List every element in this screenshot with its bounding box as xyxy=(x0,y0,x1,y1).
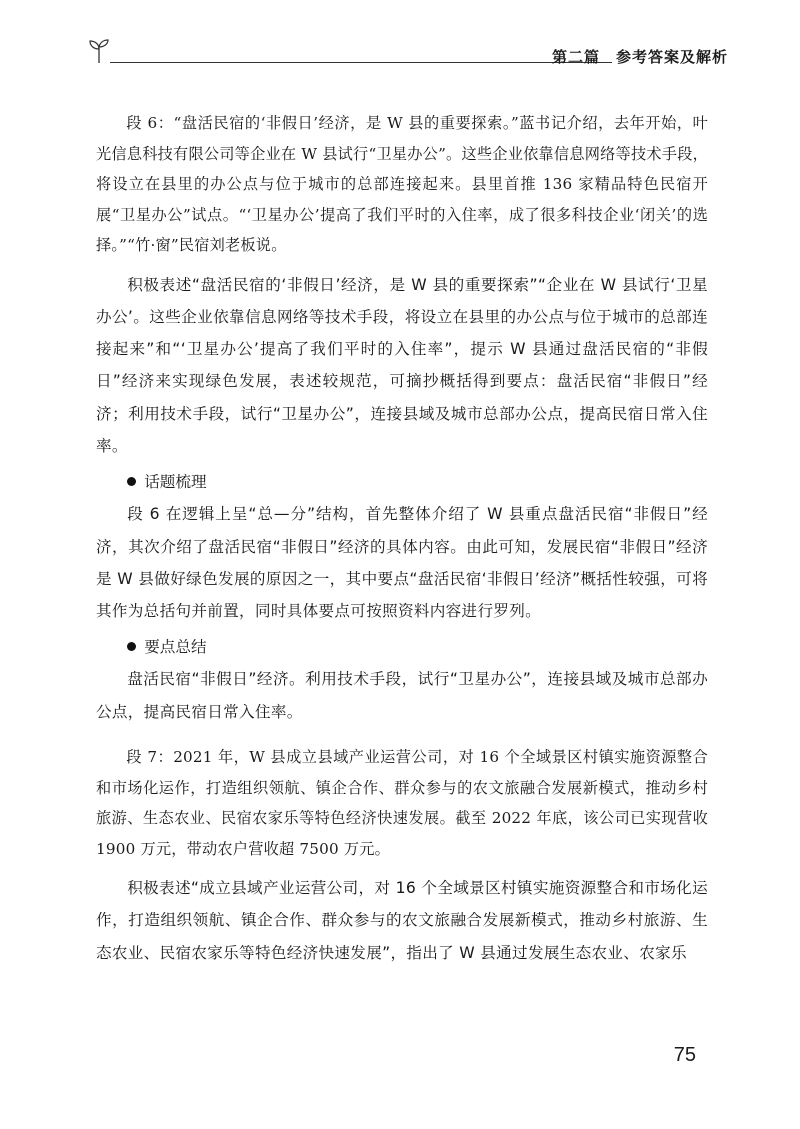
summary-heading-label: 要点总结 xyxy=(144,638,207,657)
sprout-icon xyxy=(88,38,110,64)
summary-paragraph: 盘活民宿“非假日”经济。利用技术手段，试行“卫星办公”，连接县域及城市总部办公点，提高民宿日常入住率。 xyxy=(96,670,708,721)
black-dot-icon xyxy=(127,477,136,486)
source-paragraph-7: 段 7：2021 年，W 县成立县域产业运营公司，对 16 个全域景区村镇实施资源整合和市场化运作，打造组织领航、镇企合作、群众参与的农文旅融合发展新模式，推动乡村旅游、生态农业、民宿农家乐等特色经济快速发展。截至 2022 年底，该公司已实现营收 1900 万元，带动农户营收超 7500 万元。 xyxy=(96,748,708,858)
topic-heading xyxy=(96,466,708,498)
black-dot-icon xyxy=(127,642,136,651)
header-rule xyxy=(110,62,612,63)
page-number: 75 xyxy=(673,1044,696,1066)
topic-paragraph: 段 6 在逻辑上呈“总—分”结构，首先整体介绍了 W 县重点盘活民宿“非假日”经济，其次介绍了盘活民宿“非假日”经济的具体内容。由此可知，发展民宿“非假日”经济是 W 县做好绿色发展的原因之一，其中要点“盘活民宿‘非假日’经济”概括性较强，可将其作为总括句并前置，同时具体要点可按照资料内容进行罗列。 xyxy=(96,505,708,621)
summary-heading xyxy=(96,631,708,663)
analysis-paragraph: 积极表述“盘活民宿的‘非假日’经济，是 W 县的重要探索”“企业在 W 县试行‘卫星办公’。这些企业依靠信息网络等技术手段，将设立在县里的办公点与位于城市的总部连接起来”和“‘卫星办公’提高了我们平时的入住率”，提示 W 县通过盘活民宿的“非假日”经济来实现绿色发展，表述较规范，可摘抄概括得到要点：盘活民宿“非假日”经济；利用技术手段，试行“卫星办公”，连接县域及城市总部办公点，提高民宿日常入住率。 xyxy=(96,275,708,455)
analysis-paragraph-7: 积极表述“成立县域产业运营公司，对 16 个全域景区村镇实施资源整合和市场化运作，打造组织领航、镇企合作、群众参与的农文旅融合发展新模式，推动乡村旅游、生态农业、民宿农家乐等特色经济快速发展”，指出了 W 县通过发展生态农业、农家乐 xyxy=(96,879,708,962)
section-title: 第二篇 参考答案及解析 xyxy=(551,48,728,66)
topic-heading-label: 话题梳理 xyxy=(144,473,207,492)
page-header xyxy=(88,36,728,70)
source-paragraph-6: 段 6：“盘活民宿的‘非假日’经济，是 W 县的重要探索。”蓝书记介绍，去年开始，叶光信息科技有限公司等企业在 W 县试行“卫星办公”。这些企业依靠信息网络等技术手段，将设立在县里的办公点与位于城市的总部连接起来。县里首推 136 家精品特色民宿开展“卫星办公”试点。“‘卫星办公’提高了我们平时的入住率，成了很多科技企业‘闭关’的选择。”“竹·窗”民宿刘老板说。 xyxy=(96,114,708,254)
page-content xyxy=(96,108,708,969)
